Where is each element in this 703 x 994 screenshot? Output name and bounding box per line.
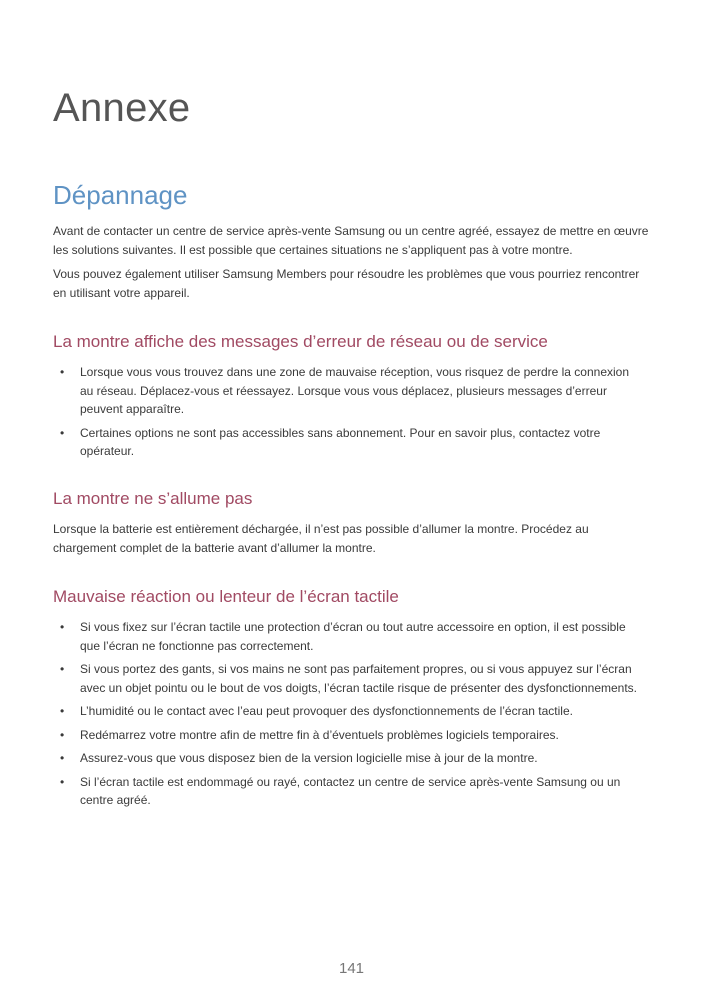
- bullet-icon: •: [60, 365, 65, 379]
- subsection-heading: Mauvaise réaction ou lenteur de l’écran tactile: [53, 587, 399, 606]
- subsection-heading: La montre affiche des messages d’erreur de réseau ou de service: [53, 332, 548, 351]
- list-item: [53, 618, 645, 655]
- bullet-icon: •: [60, 704, 65, 718]
- list-item-text: Assurez-vous que vous disposez bien de la version logicielle mise à jour de la montre.: [80, 751, 538, 765]
- list-item-text: Lorsque vous vous trouvez dans une zone de mauvaise réception, vous risquez de perdre la connexion au réseau. Déplacez-vous et réessayez. Lorsque vous vous déplacez, plusieurs messages d’erreur peuvent apparaître.: [80, 365, 630, 416]
- subsection-heading: La montre ne s’allume pas: [53, 489, 253, 508]
- list-item-text: Si vous portez des gants, si vos mains ne sont pas parfaitement propres, ou si vous appuyez sur l’écran avec un objet pointu ou le bout de vos doigts, l’écran tactile risque de présenter des dysfonctionnements.: [80, 662, 638, 695]
- list-item: [53, 749, 645, 768]
- list-item: [53, 726, 645, 745]
- list-item: [53, 424, 645, 461]
- list-item: [53, 660, 645, 697]
- list-item: [53, 363, 645, 419]
- bullet-list: [53, 363, 653, 461]
- bullet-icon: •: [60, 662, 65, 676]
- list-item: [53, 702, 645, 721]
- bullet-icon: •: [60, 620, 65, 634]
- list-item-text: Certaines options ne sont pas accessibles sans abonnement. Pour en savoir plus, contactez votre opérateur.: [80, 425, 601, 458]
- bullet-icon: •: [60, 727, 65, 742]
- list-item-text: Si l’écran tactile est endommagé ou rayé, contactez un centre de service après-vente Samsung ou un centre agréé.: [80, 774, 621, 807]
- subsection-no-power: [53, 488, 653, 557]
- page-number: 141: [338, 960, 365, 977]
- bullet-icon: •: [60, 751, 65, 765]
- page-title: Annexe: [53, 86, 191, 130]
- list-item: [53, 773, 645, 810]
- intro-paragraph-1: Avant de contacter un centre de service après-vente Samsung ou un centre agréé, essayez de mettre en œuvre les solutions suivantes. Il est possible que certaines situations ne s’appliquent pas à votre montre.: [53, 224, 649, 257]
- bullet-icon: •: [60, 425, 65, 440]
- list-item-text: Si vous fixez sur l’écran tactile une protection d’écran ou tout autre accessoire en option, il est possible que l’écran ne fonctionne pas correctement.: [80, 620, 626, 653]
- bullet-list: [53, 618, 653, 810]
- list-item-text: Redémarrez votre montre afin de mettre fin à d’éventuels problèmes logiciels temporaires.: [80, 727, 559, 742]
- intro-paragraph-2: Vous pouvez également utiliser Samsung Members pour résoudre les problèmes que vous pourriez rencontrer en utilisant votre appareil.: [53, 267, 640, 300]
- intro-block: [53, 222, 653, 308]
- subsection-touchscreen: [53, 586, 653, 815]
- section-title: Dépannage: [53, 180, 188, 210]
- bullet-icon: •: [60, 774, 65, 789]
- list-item-text: L’humidité ou le contact avec l’eau peut provoquer des dysfonctionnements de l’écran tactile.: [80, 704, 573, 718]
- subsection-text: Lorsque la batterie est entièrement déchargée, il n’est pas possible d’allumer la montre. Procédez au chargement complet de la batterie avant d’allumer la montre.: [53, 522, 589, 555]
- subsection-network-error: [53, 331, 653, 466]
